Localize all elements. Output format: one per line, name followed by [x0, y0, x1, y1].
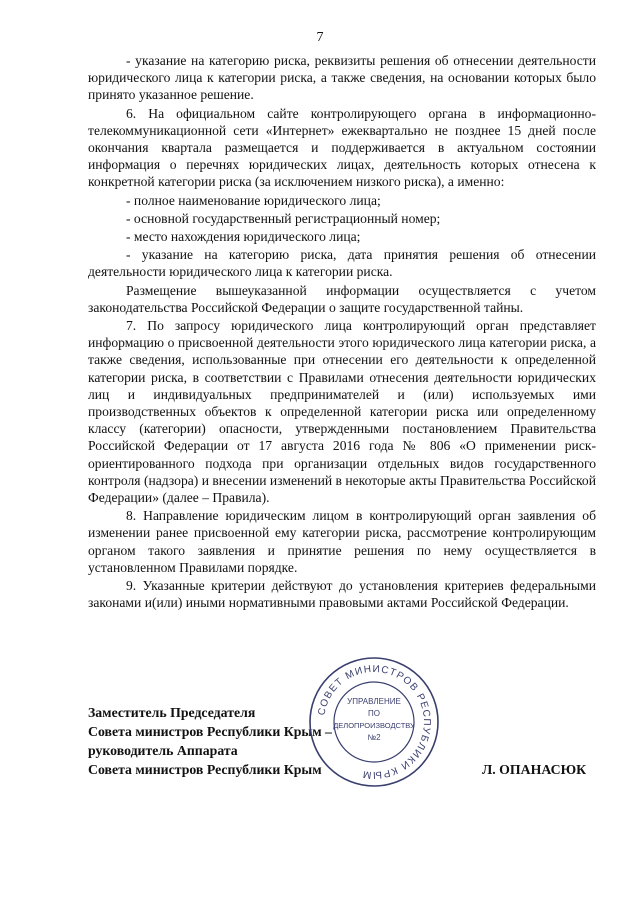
paragraph-7: 7. По запросу юридического лица контролирующий орган представляет информацию о присвоенной деятельности этого юридического лица категории риска, а также сведения, использованные при отнесении его деятельности к определенной категории риска, в соответствии с Правилами отнесения деятельности юридических лиц и индивидуальных предпринимателей и (или) используемых ими производственных объектов к определенной категории риска или определенному классу (категории) опасности, утвержденными постановлением Правительства Российской Федерации от 17 августа 2016 года № 806 «О применении риск-ориентированного подхода при организации отдельных видов государственного контроля (надзора) и внесении изменений в некоторые акты Правительства Российской Федерации» (далее – Правила). [88, 318, 596, 506]
list-item-full-name: - полное наименование юридического лица; [126, 192, 381, 208]
paragraph-9: 9. Указанные критерии действуют до установления критериев федеральными законами и(или) иными нормативными правовыми актами Российской Федерации. [88, 578, 596, 611]
list-item-ogrn: - основной государственный регистрационный номер; [126, 210, 441, 226]
paragraph-6: 6. На официальном сайте контролирующего органа в информационно-телекоммуникационной сети «Интернет» ежеквартально не позднее 15 дней после окончания квартала размещается и поддерживается в актуальном состоянии информация о перечнях юридических лицах, деятельность которых отнесена к конкретной категории риска (за исключением низкого риска), а именно: [88, 105, 596, 190]
signature-title-line-3: руководитель Аппарата [88, 743, 238, 758]
signature-title-line-2: Совета министров Республики Крым – [88, 724, 332, 739]
paragraph-state-secret: Размещение вышеуказанной информации осуществляется с учетом законодательства Российской Федерации о защите государственной тайны. [88, 282, 596, 315]
signature-title-line-1: Заместитель Председателя [88, 705, 256, 720]
stamp-center-line-1: УПРАВЛЕНИЕ [347, 697, 401, 706]
stamp-center-line-2: ПО [368, 709, 380, 718]
paragraph-risk-category-item: - указание на категорию риска, реквизиты решения об отнесении деятельности юридического лица к категории риска, а также сведения, на основании которых было принято указанное решение. [88, 53, 596, 103]
page-number: 7 [316, 30, 324, 45]
stamp-ring-text: СОВЕТ МИНИСТРОВ РЕСПУБЛИКИ КРЫМ [316, 663, 433, 781]
official-stamp [306, 654, 442, 790]
list-item-risk-date: - указание на категорию риска, дата принятия решения об отнесении деятельности юридического лица к категории риска. [88, 247, 596, 280]
list-item-location: - место нахождения юридического лица; [126, 229, 361, 245]
document-body [88, 52, 596, 613]
paragraph-8: 8. Направление юридическим лицом в контролирующий орган заявления об изменении ранее присвоенной ему категории риска, рассмотрение контролирующим органом такого заявления и принятие решения по нему осуществляется в установленном Правилами порядке. [88, 508, 596, 575]
stamp-center-line-3: ДЕЛОПРОИЗВОДСТВУ [333, 721, 415, 730]
signatory-name: Л. ОПАНАСЮК [482, 762, 587, 777]
stamp-center-line-4: №2 [367, 733, 381, 742]
signature-title-line-4: Совета министров Республики Крым [88, 762, 322, 777]
